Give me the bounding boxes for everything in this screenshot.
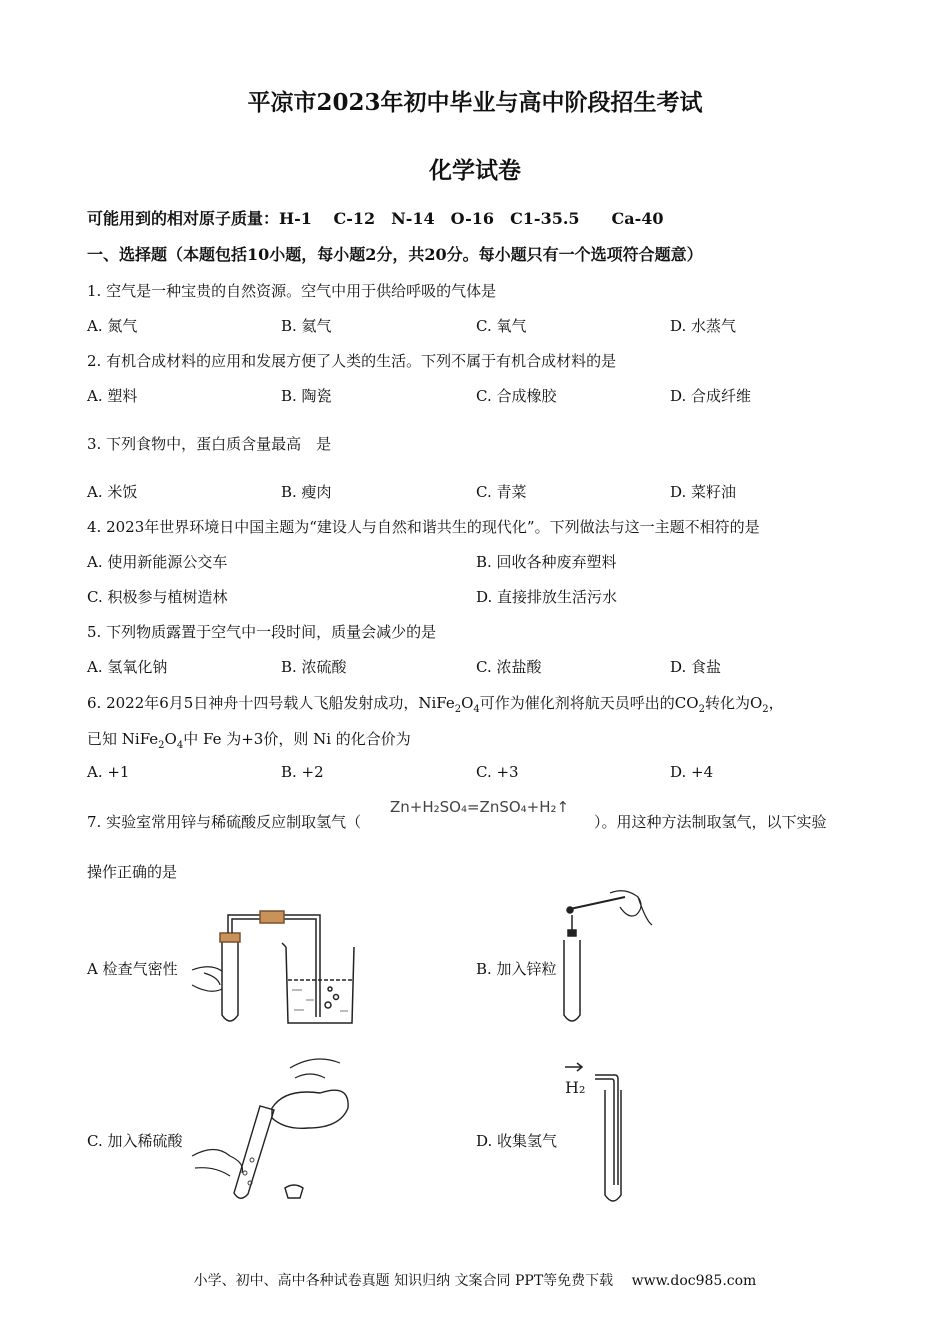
q1-option-b: B. 氦气 xyxy=(281,317,332,335)
q6-option-c: C. +3 xyxy=(476,763,519,781)
page-footer: 小学、初中、高中各种试卷真题 知识归纳 文案合同 PPT等免费下载 www.doc985.com xyxy=(193,1273,757,1289)
q3-option-d: D. 菜籽油 xyxy=(670,483,737,501)
q7-option-d: D. 收集氢气 xyxy=(476,1132,558,1150)
q5-option-c: C. 浓盐酸 xyxy=(476,658,542,676)
q6-option-b: B. +2 xyxy=(281,763,324,781)
q6-option-a: A. +1 xyxy=(87,763,130,781)
question-5-stem: 5. 下列物质露置于空气中一段时间，质量会减少的是 xyxy=(87,623,437,641)
q7-option-a: A 检查气密性 xyxy=(87,960,178,978)
q7-option-b: B. 加入锌粒 xyxy=(476,960,557,978)
q2-option-b: B. 陶瓷 xyxy=(281,387,332,405)
question-6-stem-line2: 已知 $NiFe_2O_4$中 Fe 为+3价，则 Ni 的化合价为 xyxy=(87,730,411,751)
question-3-stem: 3. 下列食物中，蛋白质含量最高 是 xyxy=(87,435,332,453)
q4-option-c: C. 积极参与植树造林 xyxy=(87,588,228,606)
q7-option-c: C. 加入稀硫酸 xyxy=(87,1132,183,1150)
q1-option-d: D. 水蒸气 xyxy=(670,317,737,335)
q3-option-a: A. 米饭 xyxy=(87,483,138,501)
q3-option-b: B. 瘦肉 xyxy=(281,483,332,501)
question-1-stem: 1. 空气是一种宝贵的自然资源。空气中用于供给呼吸的气体是 xyxy=(87,282,497,300)
q6-option-d: D. +4 xyxy=(670,763,714,781)
q2-option-d: D. 合成纤维 xyxy=(670,387,752,405)
question-7-stem-cont: ）。用这种方法制取氢气，以下实验 xyxy=(594,813,827,831)
q5-option-a: A. 氢氧化钠 xyxy=(87,658,168,676)
q1-option-a: A. 氮气 xyxy=(87,317,138,335)
figure-add-acid xyxy=(190,1048,370,1208)
q5-option-b: B. 浓硫酸 xyxy=(281,658,347,676)
question-6-stem: 6. 2022年6月5日神舟十四号载人飞船发射成功，$NiFe_2O_4$可作为催化剂将航天员呼出的$CO_2$转化为$O_2$， xyxy=(87,694,784,715)
q2-option-c: C. 合成橡胶 xyxy=(476,387,557,405)
section-heading: 一、选择题（本题包括10小题，每小题2分，共20分。每小题只有一个选项符合题意） xyxy=(87,245,703,264)
q1-option-c: C. 氧气 xyxy=(476,317,527,335)
reaction-equation: Zn+H₂SO₄=ZnSO₄+H₂↑ xyxy=(390,798,570,816)
q4-option-d: D. 直接排放生活污水 xyxy=(476,588,618,606)
q5-option-d: D. 食盐 xyxy=(670,658,722,676)
q4-option-b: B. 回收各种废弃塑料 xyxy=(476,553,617,571)
h2-label: H₂ xyxy=(565,1078,586,1097)
figure-collect-hydrogen xyxy=(555,1055,655,1210)
atomic-masses: 可能用到的相对原子质量：H-1 C-12 N-14 O-16 C1-35.5 Ca-40 xyxy=(87,209,664,228)
question-2-stem: 2. 有机合成材料的应用和发展方便了人类的生活。下列不属于有机合成材料的是 xyxy=(87,352,617,370)
question-7-stem-line2: 操作正确的是 xyxy=(87,863,178,881)
figure-add-zinc xyxy=(540,885,660,1030)
q3-option-c: C. 青菜 xyxy=(476,483,527,501)
question-7-stem: 7. 实验室常用锌与稀硫酸反应制取氢气（ xyxy=(87,813,362,831)
page-subtitle: 化学试卷 xyxy=(429,157,521,184)
q2-option-a: A. 塑料 xyxy=(87,387,138,405)
q4-option-a: A. 使用新能源公交车 xyxy=(87,553,228,571)
page-title: 平凉市2023年初中毕业与高中阶段招生考试 xyxy=(247,89,703,116)
figure-airtightness-check xyxy=(190,905,370,1030)
question-4-stem: 4. 2023年世界环境日中国主题为“建设人与自然和谐共生的现代化”。下列做法与这一主题不相符的是 xyxy=(87,518,760,536)
